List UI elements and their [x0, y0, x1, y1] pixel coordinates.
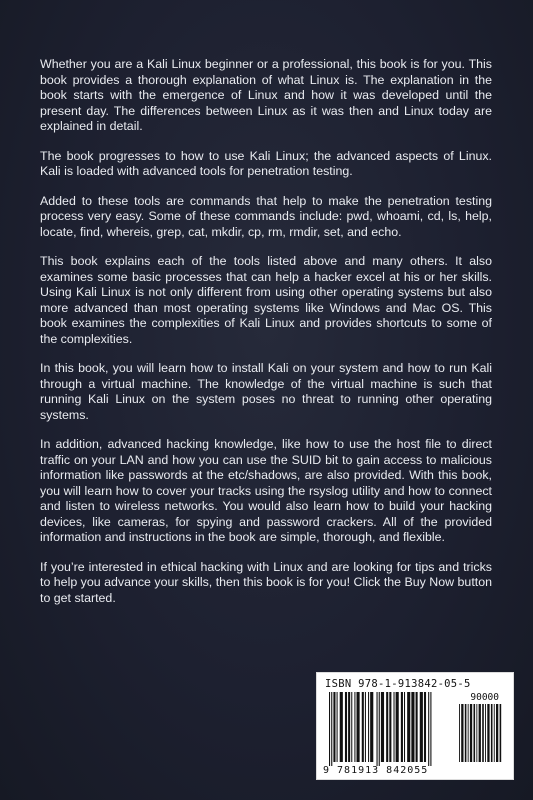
blurb-paragraph-2: The book progresses to how to use Kali Linux; the advanced aspects of Linux. Kali is loaded with advanced tools for penetration testing. — [40, 148, 492, 178]
addon-bar — [482, 704, 484, 762]
addon-bar — [479, 704, 481, 762]
barcode-bar — [348, 692, 350, 762]
blurb-paragraph-7: If you’re interested in ethical hacking with Linux and are looking for tips and tricks to help you advance your skills, then this book is for you! Click the Buy Now button to get started. — [40, 559, 492, 605]
blurb-text — [40, 57, 492, 620]
barcode-bar — [389, 692, 391, 762]
barcode-bar — [407, 692, 410, 762]
blurb-paragraph-1: Whether you are a Kali Linux beginner or a professional, this book is for you. This book provides a thorough explanation of what Linux is. The explanation in the book starts with the emergence of Linux and how it was developed until the present day. The differences between Linux as it was then and Linux today are explained in detail. — [40, 57, 492, 133]
barcode-bar — [396, 692, 399, 762]
barcode-bar — [337, 692, 338, 762]
barcode-bar — [340, 692, 343, 762]
barcode-bar — [394, 692, 395, 762]
isbn-number: ISBN 978-1-913842-05-5 — [325, 678, 471, 690]
addon-bar — [459, 704, 460, 762]
blurb-paragraph-4: This book explains each of the tools listed above and many others. It also examines some basic processes that can help a hacker excel at his or her skills. Using Kali Linux is not only different from using other operating systems but also more advanced than most operating systems like Windows and Mac OS. This book examines the complexities of Kali Linux and provides shortcuts to some of the complexities. — [40, 254, 492, 346]
barcode-bar — [428, 692, 429, 766]
barcode-bar — [379, 692, 380, 766]
price-code: 90000 — [470, 692, 499, 703]
barcode-bar — [365, 692, 366, 762]
barcode-bar — [354, 692, 355, 762]
blurb-paragraph-5: In this book, you will learn how to install Kali on your system and how to run Kali through a virtual machine. The knowledge of the virtual machine is such that running Kali Linux on the system poses no threat to running other operating systems. — [40, 361, 492, 422]
barcode-bar — [386, 692, 388, 762]
addon-bar — [468, 704, 469, 762]
ean-bars — [329, 692, 431, 766]
barcode-bar — [357, 692, 360, 762]
addon-bar — [461, 704, 463, 762]
barcode-bar — [351, 692, 352, 762]
barcode-bar — [401, 692, 403, 762]
barcode-bar — [362, 692, 364, 762]
barcode-bar — [411, 692, 414, 762]
barcode-bar — [333, 692, 335, 762]
isbn-label — [325, 678, 509, 690]
barcode-bar — [377, 692, 378, 766]
barcode-bar — [420, 692, 423, 762]
barcode-bar — [404, 692, 405, 762]
addon-bar — [476, 704, 477, 762]
addon-bar — [465, 704, 467, 762]
addon-bar — [491, 704, 493, 762]
addon-bar — [487, 704, 489, 762]
addon-bars — [459, 704, 501, 762]
barcode-bar — [416, 692, 418, 762]
addon-bar — [496, 704, 498, 762]
addon-bar — [494, 704, 495, 762]
addon-bar — [474, 704, 476, 762]
barcode-bar — [368, 692, 369, 762]
barcode-bar — [381, 692, 384, 762]
addon-bar — [485, 704, 486, 762]
blurb-paragraph-3: Added to these tools are commands that help to make the penetration testing process very easy. Some of these commands include: pwd, whoami, cd, ls, help, locate, find, whereis, grep, cat, mkdir, cp, rm, rmdir, set, and echo. — [40, 193, 492, 239]
addon-bar — [500, 704, 502, 762]
barcode-bar — [331, 692, 332, 766]
ean-digits: 9 781913 842055 — [323, 765, 429, 776]
barcode-graphic — [323, 692, 509, 766]
barcode-bar — [345, 692, 347, 762]
barcode-bar — [430, 692, 431, 766]
barcode-bar — [329, 692, 330, 766]
isbn-barcode — [316, 672, 514, 780]
barcode-bar — [424, 692, 426, 762]
barcode-bar — [370, 692, 373, 762]
addon-bar — [470, 704, 472, 762]
blurb-paragraph-6: In addition, advanced hacking knowledge, like how to use the host file to direct traffic on your LAN and how you can use the SUID bit to gain access to malicious information like passwords at the etc/shadows, are also provided. With this book, you will learn how to cover your tracks using the rsyslog utility and how to connect and listen to wireless networks. You would also learn how to build your hacking devices, like cameras, for spying and password crackers. All of the provided information and instructions in the book are simple, thorough, and flexible. — [40, 437, 492, 544]
